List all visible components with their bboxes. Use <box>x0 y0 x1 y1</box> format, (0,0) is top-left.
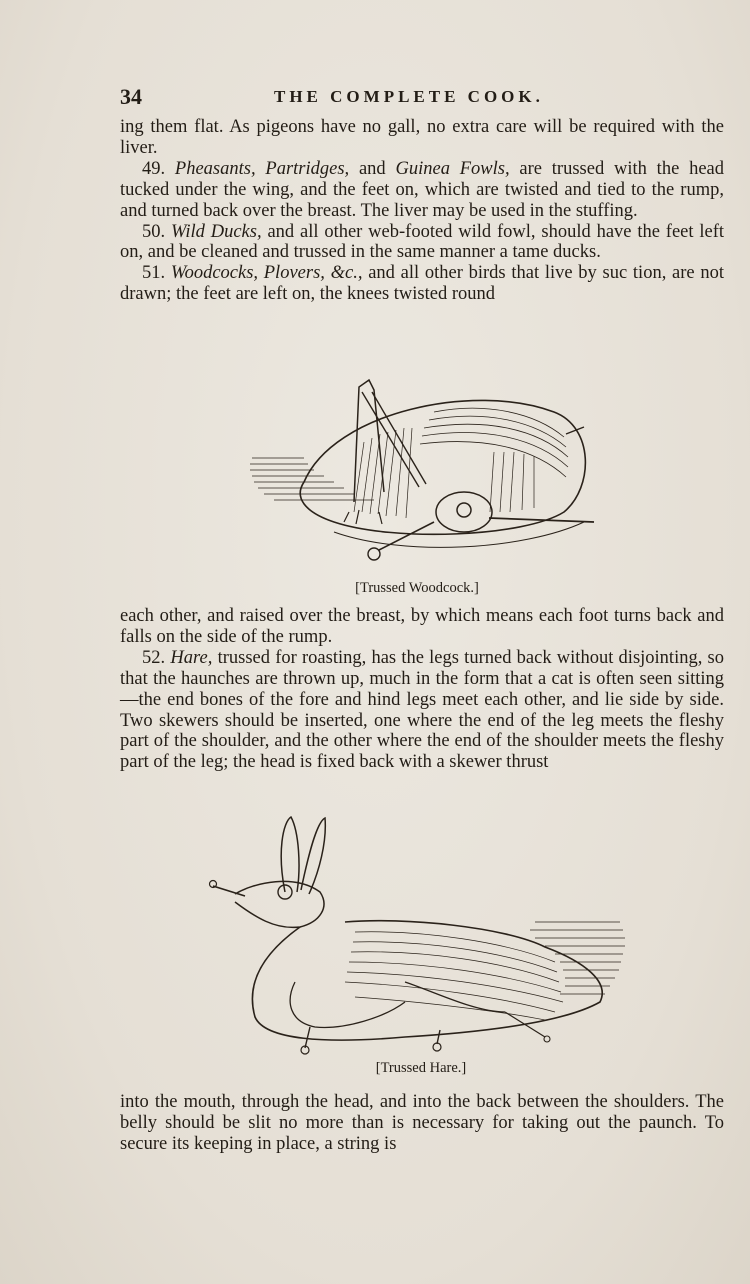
paragraph-number: 51. <box>142 263 166 284</box>
paragraph-text: and <box>358 158 386 179</box>
page-header <box>120 84 724 110</box>
paragraph-text: trussed for roasting, has the legs turned back without disjointing, so that the haunches are thrown up, much in the form that a cat is often seen sitting—the end bones of the fore and hind legs meet each other, and lie side by side. Two skewers should be inserted, one where the end of the leg meets the fleshy part of the shoulder, and the other where the end of the shoulder meets the fleshy part of the leg; the head is fixed back with a skewer thrust <box>120 647 725 773</box>
paragraph-text: and all other birds that live by suc tion, are not drawn; the feet are left on, the knees twisted round <box>120 263 725 305</box>
paragraph-49 <box>120 159 724 222</box>
paragraph-heading: Guinea Fowls, <box>395 158 510 179</box>
text-block-top <box>120 117 724 305</box>
paragraph-heading: Woodcocks, Plovers, &c., <box>170 263 363 284</box>
paragraph-heading: Pheasants, Partridges, <box>174 158 350 179</box>
paragraph-heading: Hare, <box>170 647 213 668</box>
paragraph-text: are trussed with the head tucked under the wing, and the feet on, which are twisted and tied to the rump, and turned back over the breast. The liver may be used in the stuffing. <box>120 158 724 221</box>
paragraph-continuation: into the mouth, through the head, and into the back between the shoulders. The belly should be slit no more than is necessary for taking out the paunch. To secure its keeping in place, a string is <box>120 1092 724 1154</box>
woodcock-caption: [Trussed Woodcock.] <box>355 580 479 596</box>
hare-caption: [Trussed Hare.] <box>375 1060 467 1076</box>
text-block-bottom <box>120 1092 724 1155</box>
paragraph-number: 49. <box>142 158 166 179</box>
hare-illustration <box>205 812 630 1057</box>
paragraph-51 <box>120 263 724 305</box>
text-block-middle <box>120 606 724 773</box>
paragraph-continuation: each other, and raised over the breast, by which means each foot turns back and falls on the side of the rump. <box>120 606 724 647</box>
page-number: 34 <box>120 84 142 109</box>
woodcock-illustration <box>244 372 610 568</box>
paragraph-continuation: ing them flat. As pigeons have no gall, no extra care will be required with the liver. <box>120 117 724 158</box>
paragraph-52 <box>120 648 724 773</box>
paragraph-50 <box>120 222 724 264</box>
running-title: THE COMPLETE COOK. <box>274 87 544 106</box>
paragraph-number: 50. <box>142 221 166 242</box>
paragraph-heading: Wild Ducks, <box>170 221 262 242</box>
paragraph-number: 52. <box>142 647 166 668</box>
paragraph-text: and all other web-footed wild fowl, should have the feet left on, and be cleaned and trussed in the same manner a tame ducks. <box>120 221 724 263</box>
